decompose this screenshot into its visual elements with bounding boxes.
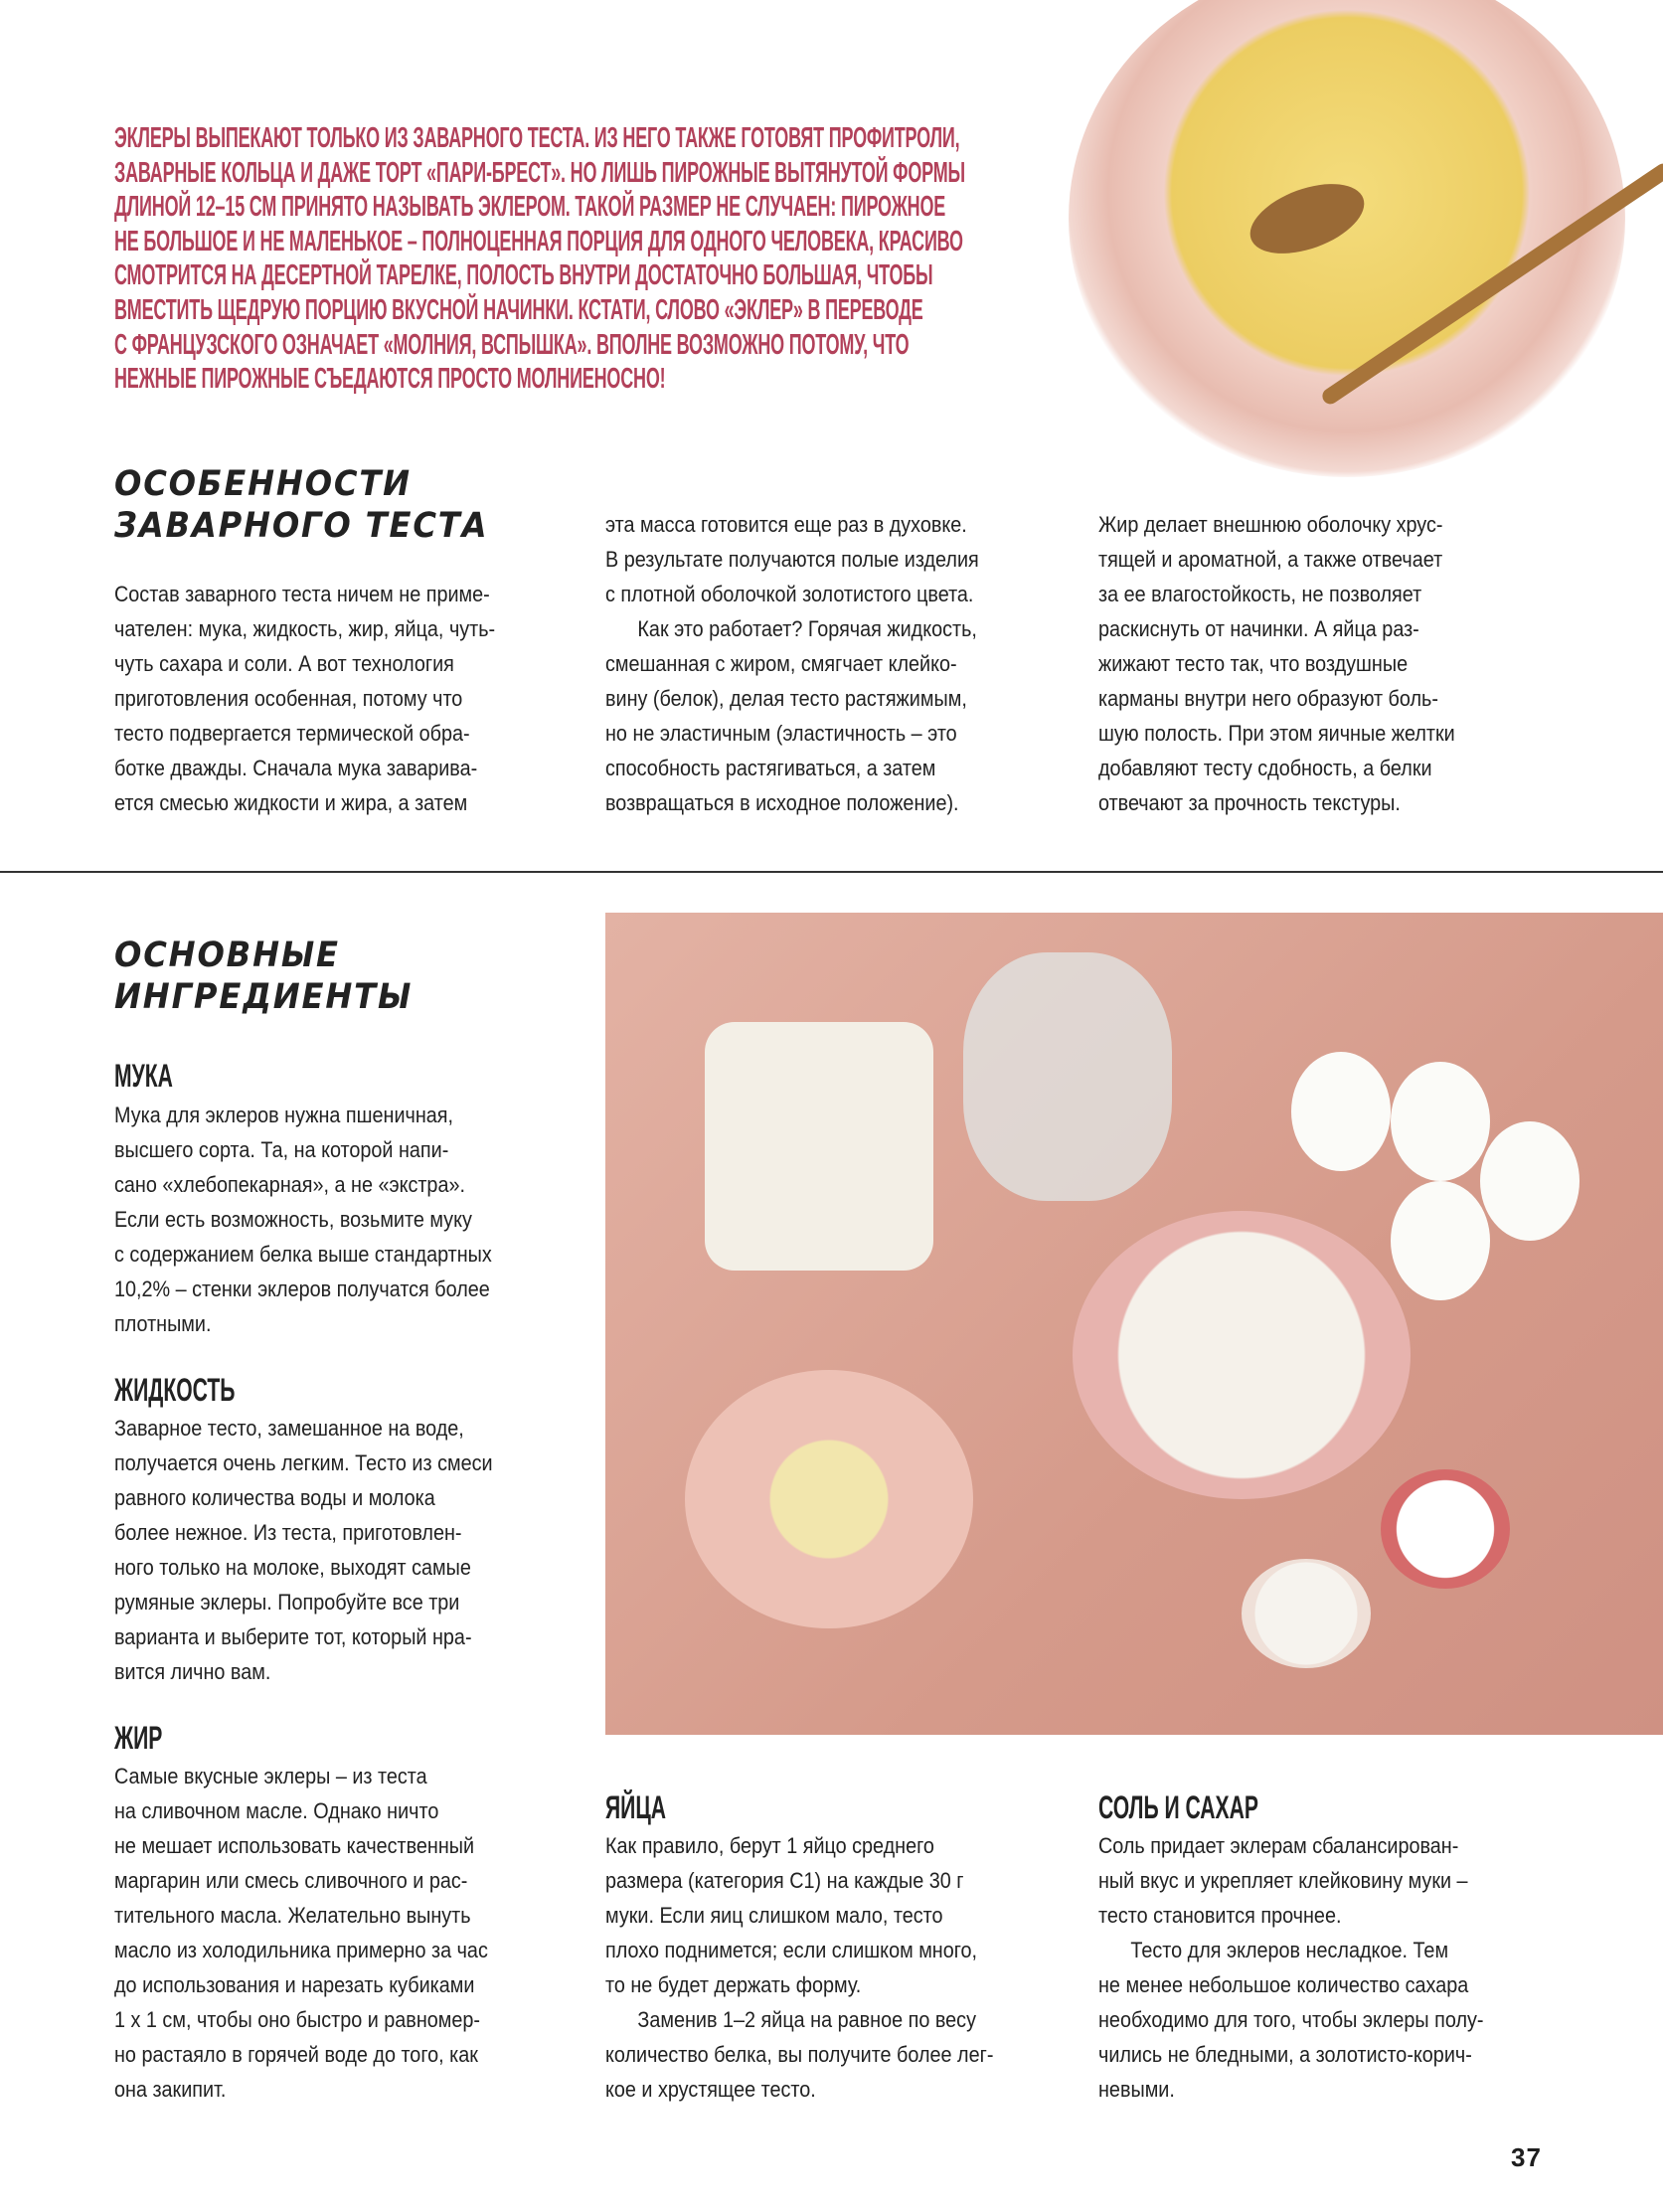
text-line: смешанная с жиром, смягчает клейко- bbox=[605, 651, 957, 676]
text-line: Как это работает? Горячая жидкость, bbox=[637, 616, 977, 641]
section-divider bbox=[0, 871, 1663, 873]
heading-flour: МУКА bbox=[114, 1058, 173, 1094]
text-line: не мешает использовать качественный bbox=[114, 1833, 475, 1858]
heading-liquid: ЖИДКОСТЬ bbox=[114, 1372, 236, 1408]
text-line: Тесто для эклеров несладкое. Тем bbox=[1130, 1938, 1449, 1962]
text-line: высшего сорта. Та, на которой напи- bbox=[114, 1137, 449, 1162]
text-line: муки. Если яиц слишком мало, тесто bbox=[605, 1903, 943, 1928]
heading-fat: ЖИР bbox=[114, 1720, 163, 1756]
text-line: тительного масла. Желательно вынуть bbox=[114, 1903, 471, 1928]
text-line: карманы внутри него образуют боль- bbox=[1098, 686, 1438, 711]
text-line: ется смесью жидкости и жира, а затем bbox=[114, 790, 468, 815]
page-number: 37 bbox=[1511, 2142, 1542, 2172]
text-line: кое и хрустящее тесто. bbox=[605, 2077, 816, 2102]
text-line: тесто становится прочнее. bbox=[1098, 1903, 1342, 1928]
text-line: раскиснуть от начинки. А яйца раз- bbox=[1098, 616, 1419, 641]
section-title-choux-features bbox=[114, 463, 488, 547]
choux-col1 bbox=[114, 577, 538, 820]
text-line: не менее небольшое количество сахара bbox=[1098, 1972, 1469, 1997]
text-line: 1 х 1 см, чтобы оно быстро и равномер- bbox=[114, 2007, 481, 2032]
intro-line: СМОТРИТСЯ НА ДЕСЕРТНОЙ ТАРЕЛКЕ, ПОЛОСТЬ ВНУТРИ ДОСТАТОЧНО БОЛЬШАЯ, ЧТОБЫ bbox=[114, 259, 933, 292]
text-line: она закипит. bbox=[114, 2077, 227, 2102]
salt-ramekin-image bbox=[1381, 1469, 1510, 1589]
egg-image bbox=[1391, 1062, 1490, 1181]
intro-line: С ФРАНЦУЗСКОГО ОЗНАЧАЕТ «МОЛНИЯ, ВСПЫШКА». ВПОЛНЕ ВОЗМОЖНО ПОТОМУ, ЧТО bbox=[114, 328, 910, 361]
title-line: ЗАВАРНОГО ТЕСТА bbox=[114, 506, 489, 546]
text-line: но не эластичным (эластичность – это bbox=[605, 721, 957, 746]
heading-salt-sugar: СОЛЬ И САХАР bbox=[1098, 1789, 1258, 1825]
text-line: Как правило, берут 1 яйцо среднего bbox=[605, 1833, 934, 1858]
milk-jug-image bbox=[705, 1022, 933, 1271]
intro-line: ЭКЛЕРЫ ВЫПЕКАЮТ ТОЛЬКО ИЗ ЗАВАРНОГО ТЕСТА. ИЗ НЕГО ТАКЖЕ ГОТОВЯТ ПРОФИТРОЛИ, bbox=[114, 122, 960, 154]
text-line: приготовления особенная, потому что bbox=[114, 686, 463, 711]
heading-eggs: ЯЙЦА bbox=[605, 1789, 667, 1825]
text-line: тящей и ароматной, а также отвечает bbox=[1098, 547, 1443, 572]
intro-line: НЕЖНЫЕ ПИРОЖНЫЕ СЪЕДАЮТСЯ ПРОСТО МОЛНИЕНОСНО! bbox=[114, 363, 666, 396]
fat-text bbox=[114, 1759, 530, 2107]
text-line: румяные эклеры. Попробуйте все три bbox=[114, 1590, 460, 1615]
custard-bowl-image bbox=[1069, 0, 1625, 477]
butter-plate-image bbox=[685, 1370, 973, 1628]
text-line: Если есть возможность, возьмите муку bbox=[114, 1207, 472, 1232]
text-line: более нежное. Из теста, приготовлен- bbox=[114, 1520, 462, 1545]
text-line: жижают тесто так, что воздушные bbox=[1098, 651, 1409, 676]
text-line: вится лично вам. bbox=[114, 1659, 271, 1684]
egg-image bbox=[1291, 1052, 1391, 1171]
text-line: Состав заварного теста ничем не приме- bbox=[114, 582, 490, 606]
text-line: вину (белок), делая тесто растяжимым, bbox=[605, 686, 967, 711]
text-line: количество белка, вы получите более лег- bbox=[605, 2042, 994, 2067]
liquid-text bbox=[114, 1411, 535, 1689]
text-line: плохо поднимется; если слишком много, bbox=[605, 1938, 978, 1962]
choux-col3 bbox=[1098, 507, 1495, 820]
flour-text bbox=[114, 1098, 534, 1341]
choux-col2 bbox=[605, 507, 1020, 820]
text-line: ный вкус и укрепляет клейковину муки – bbox=[1098, 1868, 1468, 1893]
text-line: Заменив 1–2 яйца на равное по весу bbox=[637, 2007, 976, 2032]
text-line: ботке дважды. Сначала мука заварива- bbox=[114, 756, 478, 780]
intro-line: ВМЕСТИТЬ ЩЕДРУЮ ПОРЦИЮ ВКУСНОЙ НАЧИНКИ. КСТАТИ, СЛОВО «ЭКЛЕР» В ПЕРЕВОДЕ bbox=[114, 293, 923, 326]
text-line: чились не бледными, а золотисто-корич- bbox=[1098, 2042, 1472, 2067]
salt-sugar-text bbox=[1098, 1828, 1527, 2107]
egg-image bbox=[1391, 1181, 1490, 1300]
text-line: за ее влагостойкость, не позволяет bbox=[1098, 582, 1422, 606]
ingredients-photo bbox=[605, 913, 1663, 1735]
text-line: отвечают за прочность текстуры. bbox=[1098, 790, 1401, 815]
text-line: возвращаться в исходное положение). bbox=[605, 790, 959, 815]
text-line: способность растягиваться, а затем bbox=[605, 756, 936, 780]
text-line: маргарин или смесь сливочного и рас- bbox=[114, 1868, 468, 1893]
text-line: размера (категория С1) на каждые 30 г bbox=[605, 1868, 964, 1893]
text-line: шую полость. При этом яичные желтки bbox=[1098, 721, 1455, 746]
text-line: плотными. bbox=[114, 1311, 212, 1336]
text-line: масло из холодильника примерно за час bbox=[114, 1938, 488, 1962]
text-line: варианта и выберите тот, который нра- bbox=[114, 1624, 472, 1649]
text-line: Самые вкусные эклеры – из теста bbox=[114, 1764, 427, 1788]
eggs-text bbox=[605, 1828, 1037, 2107]
title-line: ОСНОВНЫЕ bbox=[114, 936, 340, 975]
text-line: но растаяло в горячей воде до того, как bbox=[114, 2042, 478, 2067]
text-line: с содержанием белка выше стандартных bbox=[114, 1242, 492, 1267]
sugar-ramekin-image bbox=[1242, 1559, 1371, 1668]
text-line: с плотной оболочкой золотистого цвета. bbox=[605, 582, 974, 606]
text-line: В результате получаются полые изделия bbox=[605, 547, 979, 572]
text-line: невыми. bbox=[1098, 2077, 1175, 2102]
flour-bowl-image bbox=[1073, 1211, 1411, 1499]
water-jug-image bbox=[963, 952, 1172, 1201]
intro-line: НЕ БОЛЬШОЕ И НЕ МАЛЕНЬКОЕ – ПОЛНОЦЕННАЯ ПОРЦИЯ ДЛЯ ОДНОГО ЧЕЛОВЕКА, КРАСИВО bbox=[114, 225, 963, 257]
text-line: до использования и нарезать кубиками bbox=[114, 1972, 475, 1997]
title-line: ИНГРЕДИЕНТЫ bbox=[114, 977, 414, 1017]
egg-image bbox=[1480, 1121, 1580, 1241]
text-line: эта масса готовится еще раз в духовке. bbox=[605, 512, 967, 537]
text-line: на сливочном масле. Однако ничто bbox=[114, 1798, 439, 1823]
text-line: чуть сахара и соли. А вот технология bbox=[114, 651, 454, 676]
text-line: сано «хлебопекарная», а не «экстра». bbox=[114, 1172, 465, 1197]
intro-line: ЗАВАРНЫЕ КОЛЬЦА И ДАЖЕ ТОРТ «ПАРИ-БРЕСТ». НО ЛИШЬ ПИРОЖНЫЕ ВЫТЯНУТОЙ ФОРМЫ bbox=[114, 156, 965, 189]
text-line: ного только на молоке, выходят самые bbox=[114, 1555, 471, 1580]
text-line: получается очень легким. Тесто из смеси bbox=[114, 1450, 493, 1475]
intro-line: ДЛИНОЙ 12–15 СМ ПРИНЯТО НАЗЫВАТЬ ЭКЛЕРОМ. ТАКОЙ РАЗМЕР НЕ СЛУЧАЕН: ПИРОЖНОЕ bbox=[114, 191, 946, 224]
text-line: Мука для эклеров нужна пшеничная, bbox=[114, 1103, 454, 1127]
intro-text bbox=[114, 121, 1108, 397]
title-line: ОСОБЕННОСТИ bbox=[114, 464, 412, 504]
section-title-ingredients bbox=[114, 935, 413, 1018]
text-line: необходимо для того, чтобы эклеры полу- bbox=[1098, 2007, 1484, 2032]
text-line: тесто подвергается термической обра- bbox=[114, 721, 470, 746]
text-line: Заварное тесто, замешанное на воде, bbox=[114, 1416, 464, 1441]
text-line: Соль придает эклерам сбалансирован- bbox=[1098, 1833, 1459, 1858]
text-line: Жир делает внешнюю оболочку хрус- bbox=[1098, 512, 1443, 537]
text-line: то не будет держать форму. bbox=[605, 1972, 862, 1997]
text-line: равного количества воды и молока bbox=[114, 1485, 435, 1510]
text-line: чателен: мука, жидкость, жир, яйца, чуть- bbox=[114, 616, 496, 641]
text-line: добавляют тесту сдобность, а белки bbox=[1098, 756, 1432, 780]
text-line: 10,2% – стенки эклеров получатся более bbox=[114, 1276, 490, 1301]
